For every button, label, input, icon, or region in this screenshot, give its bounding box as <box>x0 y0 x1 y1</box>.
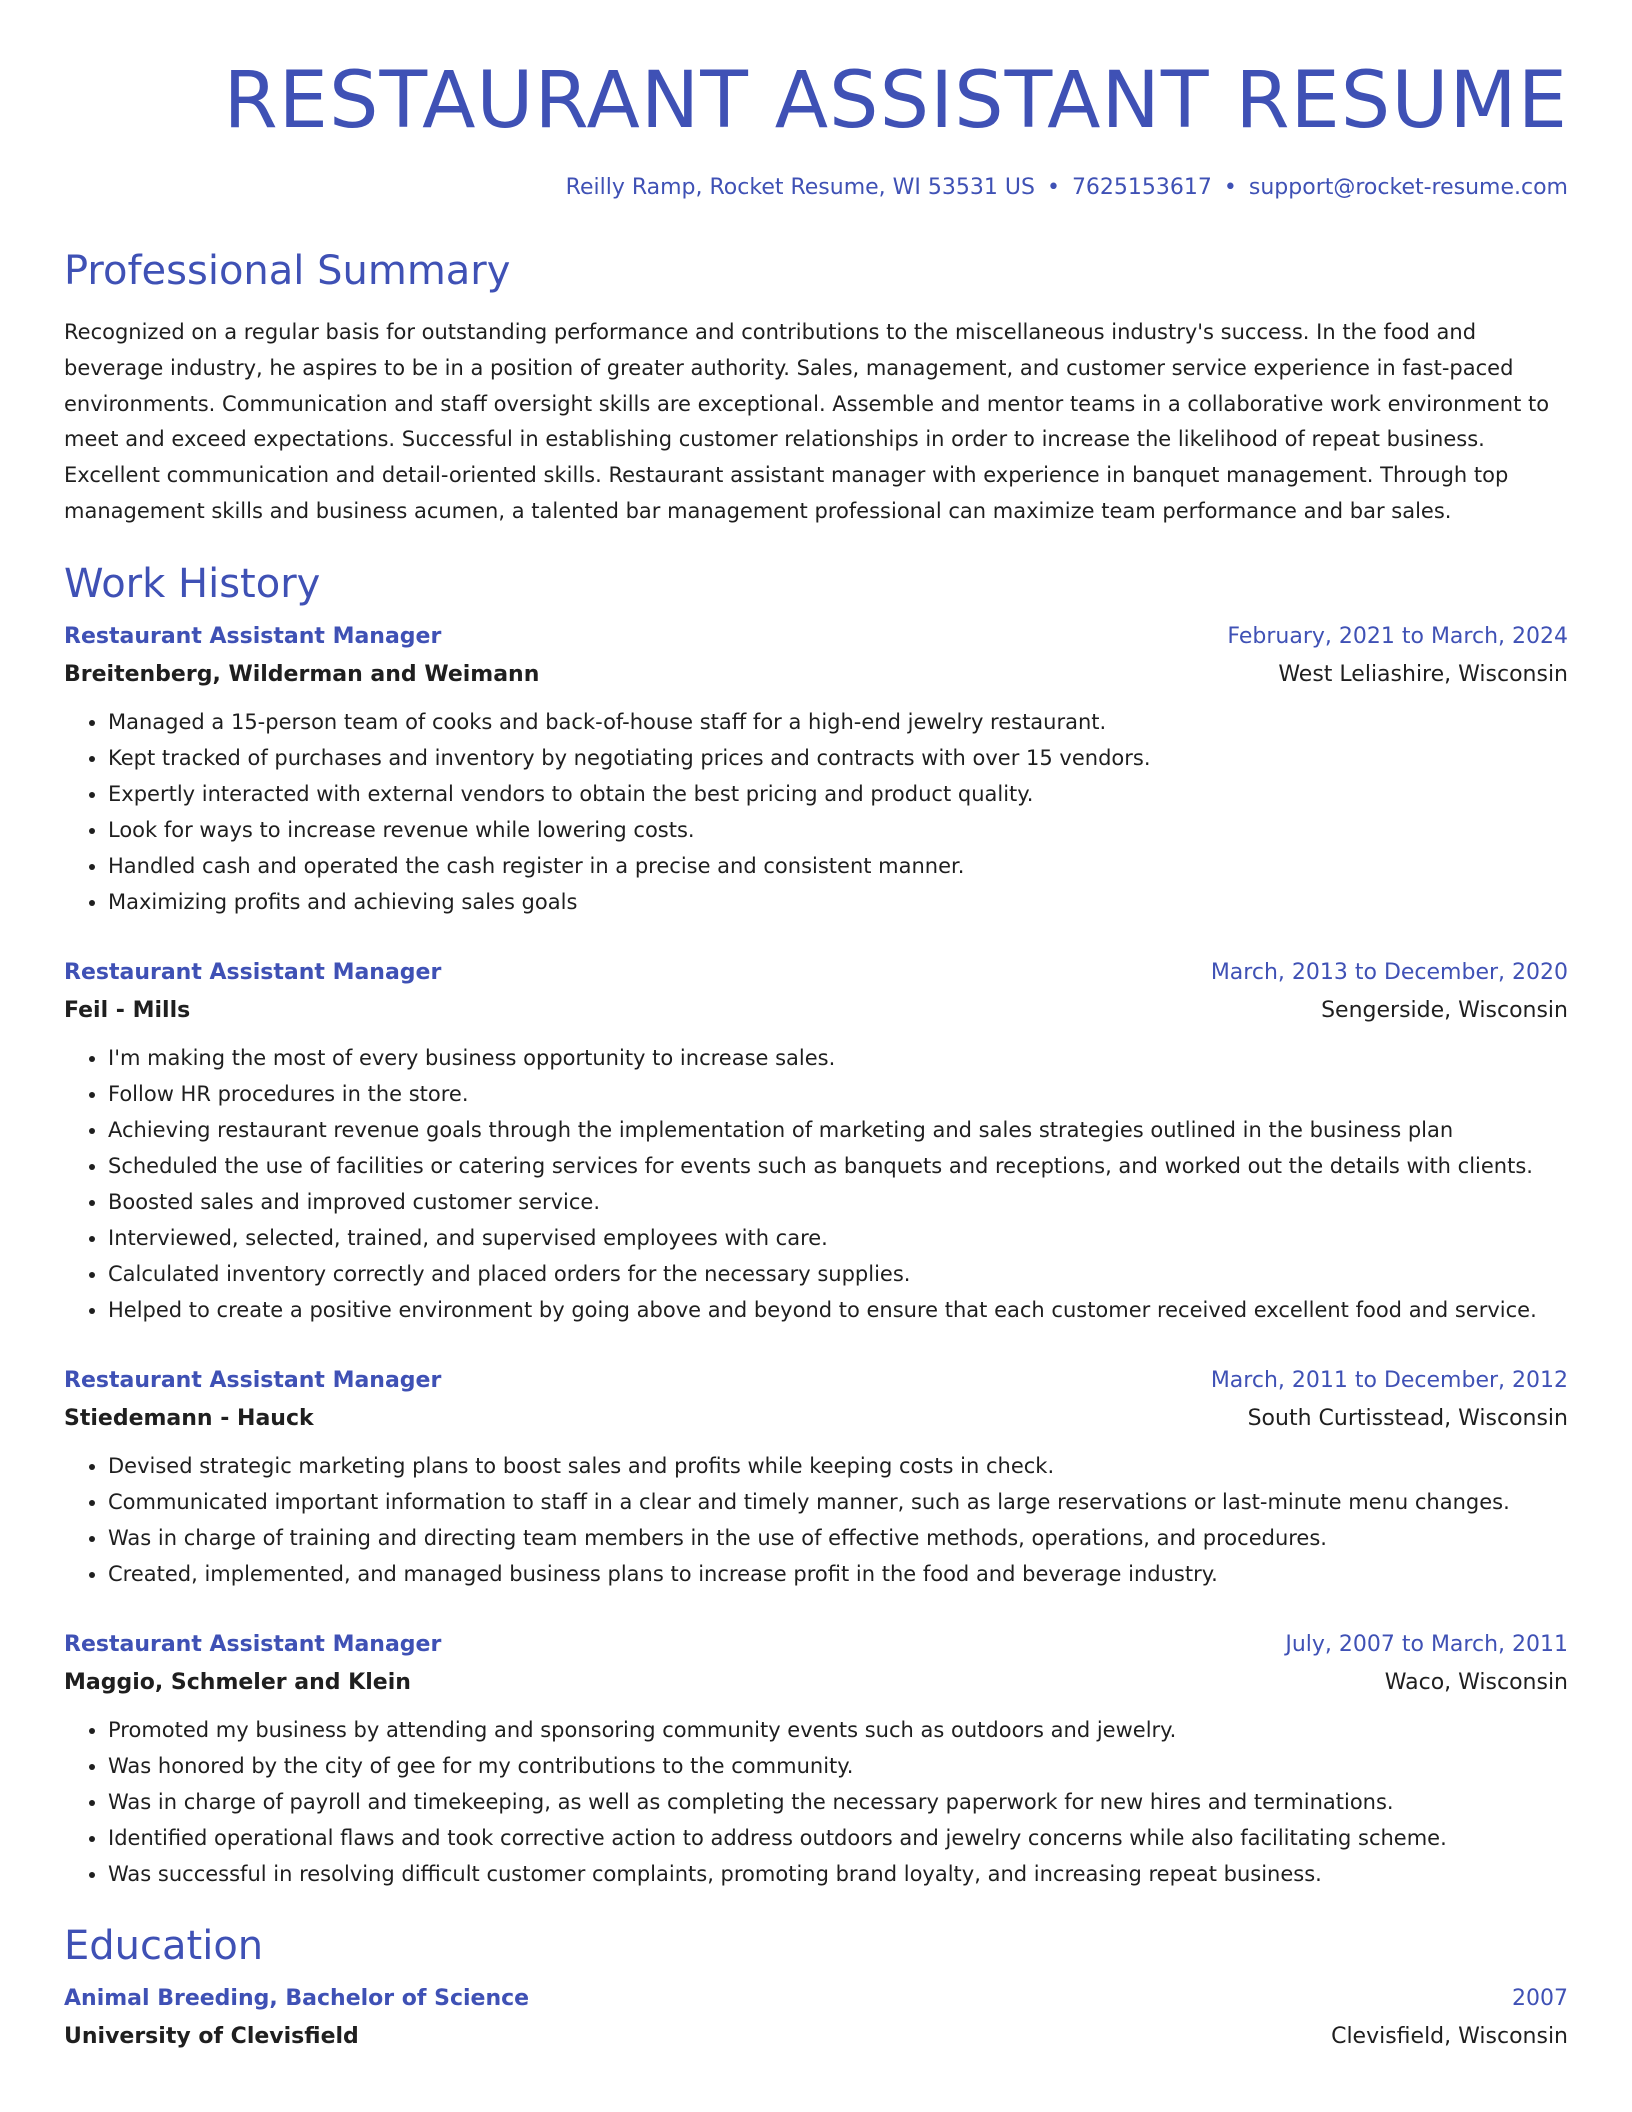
job-entry <box>64 1366 1568 1592</box>
job-title: Restaurant Assistant Manager <box>64 959 442 985</box>
job-company: Breitenberg, Wilderman and Weimann <box>64 661 540 687</box>
education-entry <box>64 1984 1568 2052</box>
job-subheader-row <box>64 996 1568 1026</box>
job-title: Restaurant Assistant Manager <box>64 623 442 649</box>
job-bullet: • Follow HR procedures in the store. <box>108 1076 1568 1112</box>
resume-title: RESTAURANT ASSISTANT RESUME <box>223 56 1568 146</box>
job-bullet: • Was honored by the city of gee for my contributions to the community. <box>108 1748 1568 1784</box>
job-dates: February, 2021 to March, 2024 <box>1227 623 1568 649</box>
job-bullet: • Helped to create a positive environment by going above and beyond to ensure that each customer received excellent food and service. <box>108 1292 1568 1328</box>
education-subheader-row <box>64 2022 1568 2052</box>
job-bullet: • Was successful in resolving difficult customer complaints, promoting brand loyalty, and increasing repeat business. <box>108 1856 1568 1892</box>
job-title: Restaurant Assistant Manager <box>64 1367 442 1393</box>
job-bullet: • Expertly interacted with external vendors to obtain the best pricing and product quality. <box>108 776 1568 812</box>
job-title: Restaurant Assistant Manager <box>64 1631 442 1657</box>
job-bullet: • Identified operational flaws and took corrective action to address outdoors and jewelry concerns while also facilitating scheme. <box>108 1820 1568 1856</box>
job-subheader-row <box>64 1404 1568 1434</box>
education-year: 2007 <box>1512 1985 1568 2011</box>
education-degree: Animal Breeding, Bachelor of Science <box>64 1985 530 2011</box>
job-bullet-list <box>64 1448 1568 1592</box>
job-bullet-list <box>64 704 1568 920</box>
job-bullet: • Maximizing profits and achieving sales goals <box>108 884 1568 920</box>
job-bullet: • Promoted my business by attending and sponsoring community events such as outdoors and jewelry. <box>108 1712 1568 1748</box>
job-company: Feil - Mills <box>64 997 191 1023</box>
education-school: University of Clevisfield <box>64 2023 359 2049</box>
contact-phone[interactable]: 7625153617 <box>1071 175 1212 200</box>
job-entry <box>64 958 1568 1328</box>
job-company: Maggio, Schmeler and Klein <box>64 1669 411 1695</box>
job-bullet: • Handled cash and operated the cash register in a precise and consistent manner. <box>108 848 1568 884</box>
education-list <box>64 1984 1568 2052</box>
job-bullet: • Was in charge of payroll and timekeeping, as well as completing the necessary paperwork for new hires and terminations. <box>108 1784 1568 1820</box>
work-history-list <box>64 622 1568 1892</box>
education-location: Clevisfield, Wisconsin <box>1331 2023 1568 2049</box>
job-bullet: • Managed a 15-person team of cooks and back-of-house staff for a high-end jewelry restaurant. <box>108 704 1568 740</box>
job-location: South Curtisstead, Wisconsin <box>1247 1405 1568 1431</box>
contact-separator: • <box>1046 175 1060 200</box>
job-bullet-list <box>64 1712 1568 1892</box>
contact-separator: • <box>1223 175 1237 200</box>
job-bullet: • Calculated inventory correctly and placed orders for the necessary supplies. <box>108 1256 1568 1292</box>
job-subheader-row <box>64 1668 1568 1698</box>
summary-heading: Professional Summary <box>64 248 511 294</box>
job-bullet: • Was in charge of training and directing team members in the use of effective methods, operations, and procedures. <box>108 1520 1568 1556</box>
job-bullet: • Scheduled the use of facilities or catering services for events such as banquets and receptions, and worked out the details with clients. <box>108 1148 1568 1184</box>
job-bullet: • I'm making the most of every business opportunity to increase sales. <box>108 1040 1568 1076</box>
job-dates: July, 2007 to March, 2011 <box>1285 1631 1568 1657</box>
job-bullet: • Achieving restaurant revenue goals through the implementation of marketing and sales strategies outlined in the business plan <box>108 1112 1568 1148</box>
job-bullet: • Communicated important information to staff in a clear and timely manner, such as large reservations or last-minute menu changes. <box>108 1484 1568 1520</box>
job-header-row <box>64 958 1568 988</box>
job-entry <box>64 622 1568 920</box>
job-location: Waco, Wisconsin <box>1384 1669 1568 1695</box>
job-bullet: • Boosted sales and improved customer service. <box>108 1184 1568 1220</box>
job-bullet: • Look for ways to increase revenue while lowering costs. <box>108 812 1568 848</box>
job-bullet-list <box>64 1040 1568 1328</box>
job-dates: March, 2011 to December, 2012 <box>1210 1367 1568 1393</box>
contact-email[interactable]: support@rocket-resume.com <box>1248 175 1568 200</box>
job-bullet: • Kept tracked of purchases and inventory by negotiating prices and contracts with over 15 vendors. <box>108 740 1568 776</box>
summary-text: Recognized on a regular basis for outstanding performance and contributions to the miscellaneous industry's success. In the food and beverage industry, he aspires to be in a position of greater authority. Sales, management, and customer service experience in fast-paced environments. Communication and staff oversight skills are exceptional. Assemble and mentor teams in a collaborative work environment to meet and exceed expectations. Successful in establishing customer relationships in order to increase the likelihood of repeat business. Excellent communication and detail-oriented skills. Restaurant assistant manager with experience in banquet management. Through top management skills and business acumen, a talented bar management professional can maximize team performance and bar sales. <box>64 320 1550 523</box>
work-history-heading: Work History <box>64 560 321 607</box>
job-location: West Leliashire, Wisconsin <box>1278 661 1568 687</box>
job-location: Sengerside, Wisconsin <box>1321 997 1568 1023</box>
job-bullet: • Devised strategic marketing plans to boost sales and profits while keeping costs in check. <box>108 1448 1568 1484</box>
job-header-row <box>64 1366 1568 1396</box>
contact-address: Reilly Ramp, Rocket Resume, WI 53531 US <box>565 175 1035 200</box>
education-heading: Education <box>64 1922 264 1969</box>
contact-line <box>64 173 1568 203</box>
job-entry <box>64 1630 1568 1892</box>
job-bullet: • Created, implemented, and managed business plans to increase profit in the food and beverage industry. <box>108 1556 1568 1592</box>
job-header-row <box>64 1630 1568 1660</box>
job-company: Stiedemann - Hauck <box>64 1405 314 1431</box>
education-header-row <box>64 1984 1568 2014</box>
job-subheader-row <box>64 660 1568 690</box>
job-bullet: • Interviewed, selected, trained, and supervised employees with care. <box>108 1220 1568 1256</box>
job-header-row <box>64 622 1568 652</box>
job-dates: March, 2013 to December, 2020 <box>1210 959 1568 985</box>
